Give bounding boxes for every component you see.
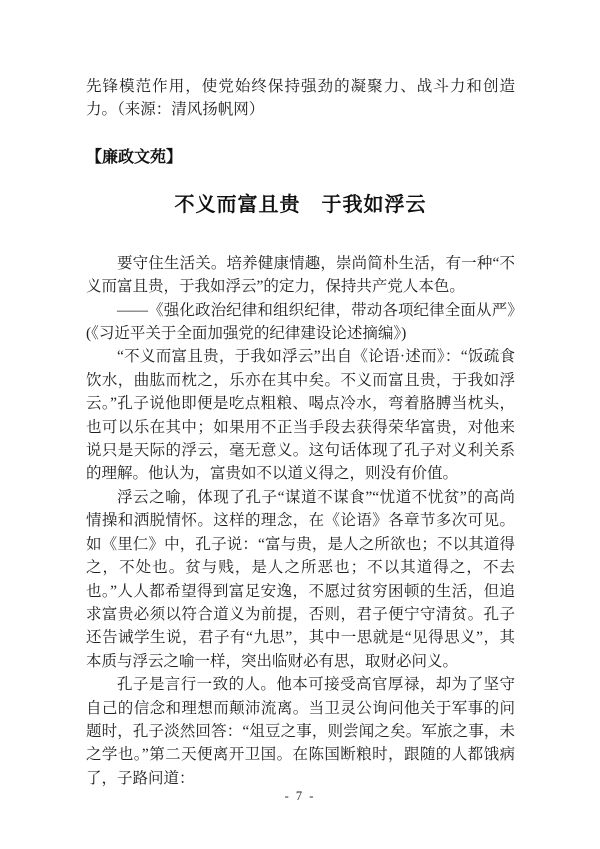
document-content [86,75,515,790]
section-header: 【廉政文苑】 [86,148,183,166]
article-body [86,252,515,790]
article-title: 不义而富且贵 于我如浮云 [174,193,427,216]
article-paragraph: 浮云之喻，体现了孔子“谋道不谋食”“忧道不忧贫”的高尚情操和洒脱情怀。这样的理念，在《论语》各章节多次可见。如《里仁》中，孔子说：“富与贵，是人之所欲也；不以其道得之，不处也。贫与贱，是人之所恶也；不以其道得之，不去也。”人人都希望得到富足安逸，不愿过贫穷困顿的生活，但追求富贵必须以符合道义为前提，否则，君子便宁守清贫。孔子还告诫学生说，君子有“九思”，其中一思就是“见得思义”，其本质与浮云之喻一样，突出临财必有思，取财必问义。 [86,488,515,670]
article-paragraph: 孔子是言行一致的人。他本可接受高官厚禄，却为了坚守自己的信念和理想而颠沛流离。当卫灵公询问他关于军事的问题时，孔子淡然回答：“俎豆之事，则尝闻之矣。军旅之事，未之学也。”第二天便离开卫国。在陈国断粮时，跟随的人都饿病了，子路问道： [86,676,515,787]
article-paragraph: 要守住生活关。培养健康情趣，崇尚简朴生活，有一种“不义而富且贵，于我如浮云”的定力，保持共产党人本色。 [86,254,515,296]
continuation-paragraph: 先锋模范作用，使党始终保持强劲的凝聚力、战斗力和创造力。（来源：清风扬帆网） [86,78,515,119]
article-paragraph: ——《强化政治纪律和组织纪律，带动各项纪律全面从严》(《习近平关于全面加强党的纪律建设论述摘编》) [86,301,515,343]
page-number: - 7 - [284,789,316,803]
article-paragraph: “不义而富且贵，于我如浮云”出自《论语·述而》：“饭疏食饮水，曲肱而枕之，乐亦在其中矣。不义而富且贵，于我如浮云。”孔子说他即便是吃点粗粮、喝点冷水，弯着胳膊当枕头，也可以乐在其中；如果用不正当手段去获得荣华富贵，对他来说只是天际的浮云，毫无意义。这句话体现了孔子对义利关系的理解。他认为，富贵如不以道义得之，则没有价值。 [86,348,515,483]
